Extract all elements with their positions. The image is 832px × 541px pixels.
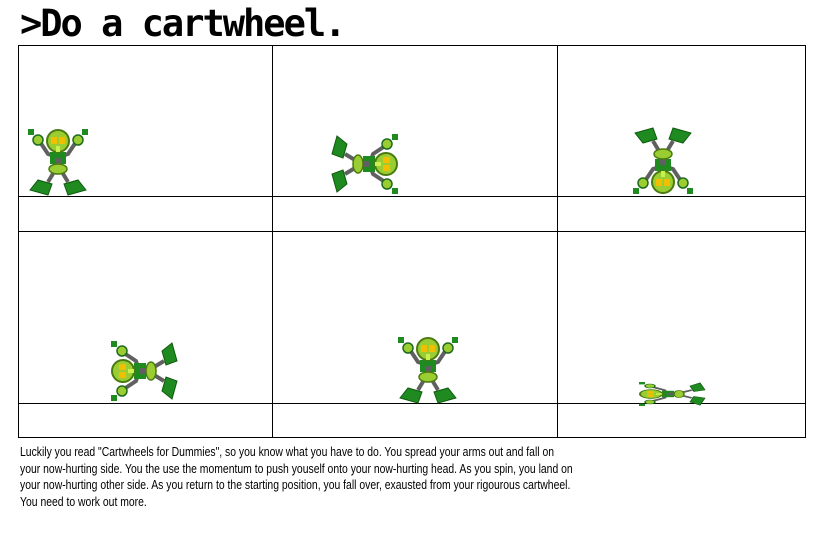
panel-divider bbox=[557, 46, 558, 437]
panel-divider bbox=[272, 46, 273, 437]
robot-sprite-standing bbox=[26, 128, 90, 196]
caption-line: You need to work out more. bbox=[20, 493, 147, 509]
caption-line: your now-hurting side. You the use the momentum to push youself onto your now-hurting head. As you spin, you land on bbox=[20, 460, 573, 476]
robot-sprite-standing bbox=[396, 336, 460, 404]
robot-sprite-side-right bbox=[331, 132, 399, 196]
robot-sprite-upside-down bbox=[631, 127, 695, 195]
panel-divider bbox=[19, 231, 805, 232]
caption-text bbox=[20, 444, 788, 510]
caption-line: Luckily you read "Cartwheels for Dummies", so you know what you have to do. You spread your arms out and fall on bbox=[20, 444, 555, 459]
page-title: >Do a cartwheel. bbox=[20, 2, 345, 45]
caption-line: your now-hurting other side. As you return to the starting position, you fall over, exausted from your rigourous cartwheel. bbox=[20, 477, 571, 493]
robot-sprite-side-left bbox=[110, 339, 178, 403]
robot-sprite-fallen bbox=[638, 381, 706, 407]
panel-divider bbox=[19, 196, 805, 197]
